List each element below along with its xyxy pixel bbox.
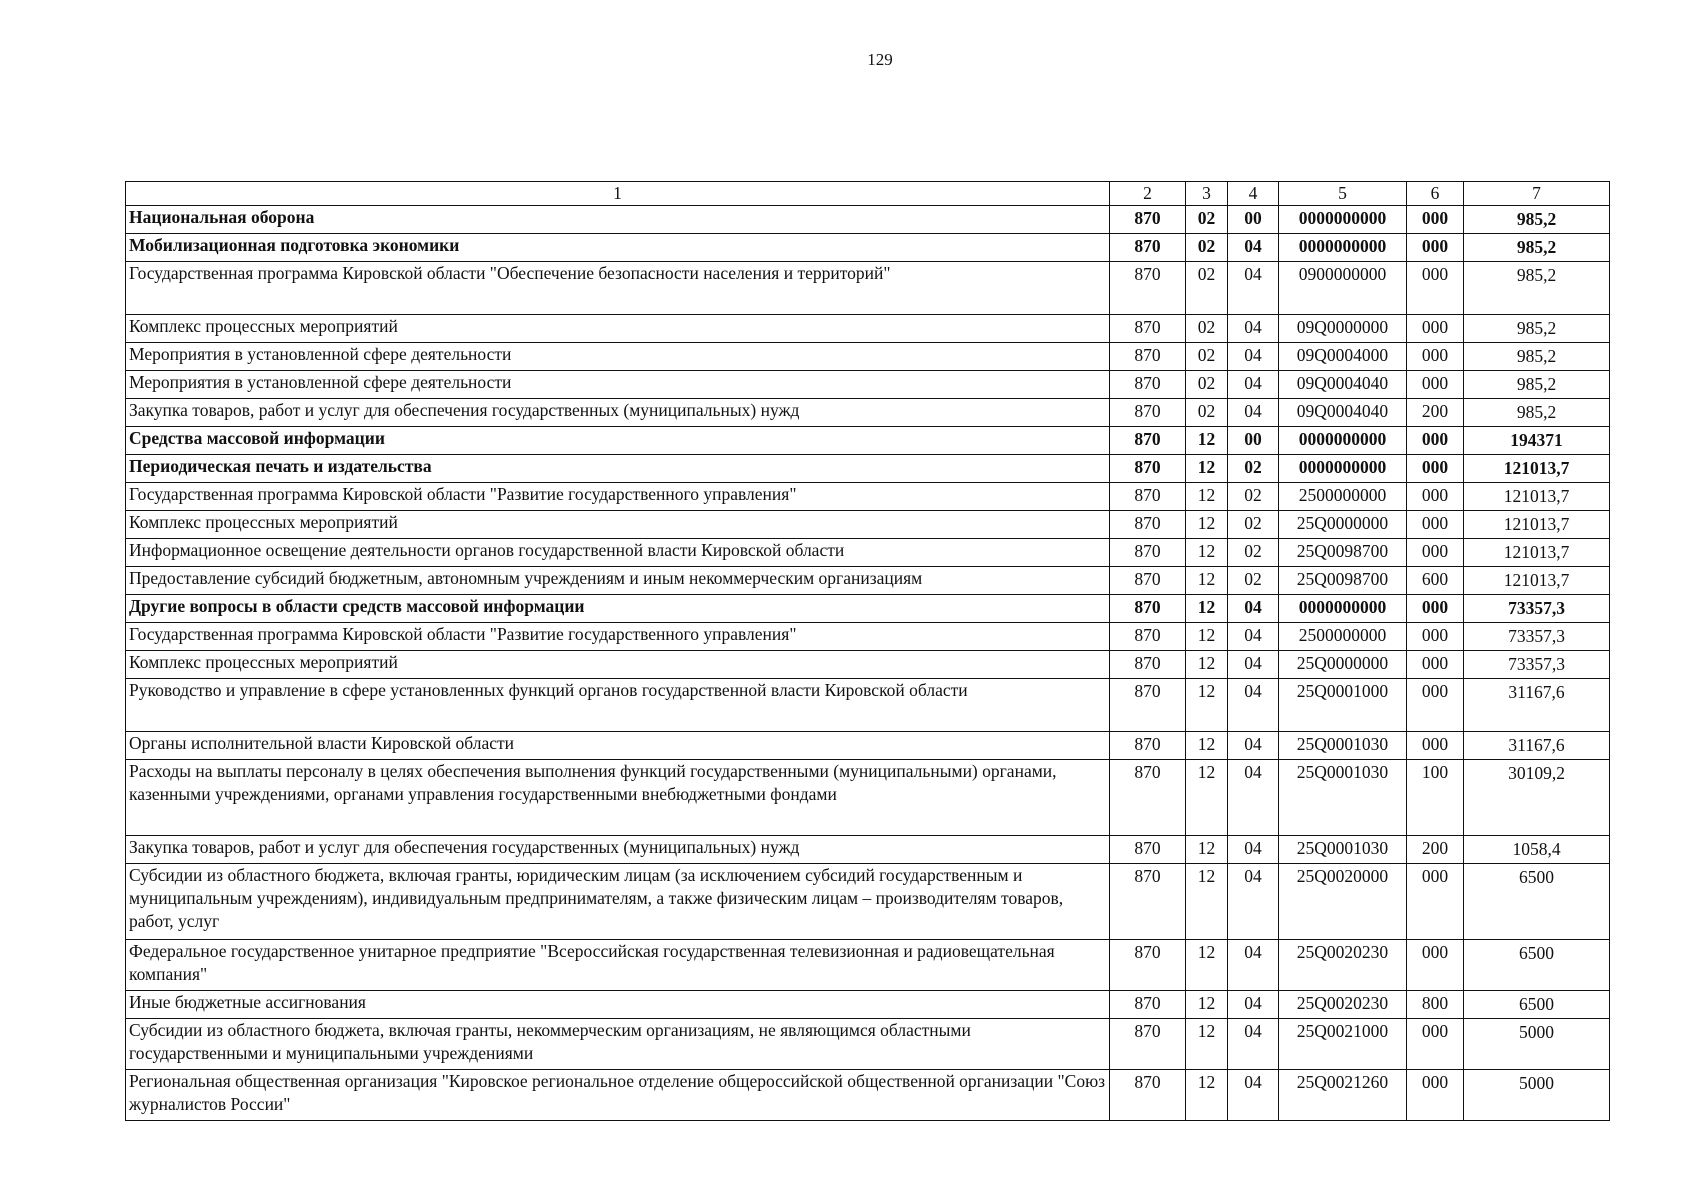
row-col2-cell: 870 [1110, 760, 1186, 836]
row-col4-cell: 04 [1228, 732, 1279, 760]
row-col2-cell: 870 [1110, 651, 1186, 679]
row-col3-cell: 12 [1186, 455, 1228, 483]
table-row [126, 836, 1610, 864]
row-name-cell: Национальная оборона [126, 206, 1110, 234]
row-col6-cell: 200 [1407, 836, 1464, 864]
row-col3-cell: 12 [1186, 595, 1228, 623]
row-name-cell: Информационное освещение деятельности органов государственной власти Кировской области [126, 539, 1110, 567]
row-col2-cell: 870 [1110, 732, 1186, 760]
table-body [126, 206, 1610, 1121]
row-col4-cell: 04 [1228, 343, 1279, 371]
row-col2-cell: 870 [1110, 595, 1186, 623]
row-amount-cell: 121013,7 [1464, 511, 1610, 539]
row-amount-cell: 31167,6 [1464, 679, 1610, 732]
row-col3-cell: 12 [1186, 940, 1228, 991]
row-col3-cell: 12 [1186, 623, 1228, 651]
row-amount-cell: 121013,7 [1464, 483, 1610, 511]
row-col5-cell: 25Q0020230 [1279, 940, 1407, 991]
row-col2-cell: 870 [1110, 836, 1186, 864]
row-col2-cell: 870 [1110, 1070, 1186, 1121]
row-col6-cell: 000 [1407, 1019, 1464, 1070]
row-col2-cell: 870 [1110, 262, 1186, 315]
row-col4-cell: 02 [1228, 539, 1279, 567]
row-col6-cell: 000 [1407, 343, 1464, 371]
row-col4-cell: 04 [1228, 836, 1279, 864]
row-col3-cell: 12 [1186, 760, 1228, 836]
row-col5-cell: 25Q0001030 [1279, 836, 1407, 864]
row-amount-cell: 985,2 [1464, 399, 1610, 427]
row-col5-cell: 09Q0004040 [1279, 371, 1407, 399]
row-name-cell: Мероприятия в установленной сфере деятельности [126, 371, 1110, 399]
row-col3-cell: 12 [1186, 511, 1228, 539]
table-row [126, 567, 1610, 595]
row-col3-cell: 02 [1186, 206, 1228, 234]
table-row [126, 732, 1610, 760]
row-col2-cell: 870 [1110, 864, 1186, 940]
row-amount-cell: 5000 [1464, 1019, 1610, 1070]
row-col6-cell: 000 [1407, 679, 1464, 732]
table-row [126, 427, 1610, 455]
row-amount-cell: 985,2 [1464, 234, 1610, 262]
row-col5-cell: 25Q0020230 [1279, 991, 1407, 1019]
row-col6-cell: 000 [1407, 483, 1464, 511]
row-col2-cell: 870 [1110, 455, 1186, 483]
row-amount-cell: 1058,4 [1464, 836, 1610, 864]
row-amount-cell: 985,2 [1464, 371, 1610, 399]
row-col4-cell: 04 [1228, 760, 1279, 836]
table-row [126, 991, 1610, 1019]
row-col5-cell: 25Q0020000 [1279, 864, 1407, 940]
row-col3-cell: 02 [1186, 343, 1228, 371]
row-amount-cell: 194371 [1464, 427, 1610, 455]
table-row [126, 1019, 1610, 1070]
row-name-cell: Закупка товаров, работ и услуг для обеспечения государственных (муниципальных) нужд [126, 836, 1110, 864]
row-amount-cell: 6500 [1464, 991, 1610, 1019]
row-amount-cell: 73357,3 [1464, 595, 1610, 623]
row-col6-cell: 100 [1407, 760, 1464, 836]
row-col5-cell: 25Q0021260 [1279, 1070, 1407, 1121]
row-amount-cell: 121013,7 [1464, 455, 1610, 483]
row-col4-cell: 04 [1228, 399, 1279, 427]
row-col2-cell: 870 [1110, 371, 1186, 399]
row-col3-cell: 12 [1186, 1019, 1228, 1070]
row-col2-cell: 870 [1110, 206, 1186, 234]
row-col4-cell: 02 [1228, 455, 1279, 483]
column-header-6: 6 [1407, 182, 1464, 206]
row-name-cell: Органы исполнительной власти Кировской области [126, 732, 1110, 760]
row-col5-cell: 0900000000 [1279, 262, 1407, 315]
row-col6-cell: 000 [1407, 206, 1464, 234]
row-name-cell: Мобилизационная подготовка экономики [126, 234, 1110, 262]
row-col5-cell: 25Q0001000 [1279, 679, 1407, 732]
row-col6-cell: 000 [1407, 511, 1464, 539]
row-col4-cell: 04 [1228, 262, 1279, 315]
table-row [126, 455, 1610, 483]
page-number: 129 [867, 50, 893, 69]
row-col4-cell: 04 [1228, 991, 1279, 1019]
table-row [126, 234, 1610, 262]
table-row [126, 595, 1610, 623]
row-amount-cell: 985,2 [1464, 206, 1610, 234]
row-col5-cell: 25Q0001030 [1279, 732, 1407, 760]
row-col3-cell: 12 [1186, 991, 1228, 1019]
row-name-cell: Мероприятия в установленной сфере деятельности [126, 343, 1110, 371]
row-col4-cell: 04 [1228, 651, 1279, 679]
row-col3-cell: 12 [1186, 836, 1228, 864]
row-name-cell: Государственная программа Кировской области "Развитие государственного управления" [126, 623, 1110, 651]
table-row [126, 206, 1610, 234]
row-col3-cell: 12 [1186, 427, 1228, 455]
row-col5-cell: 0000000000 [1279, 595, 1407, 623]
row-amount-cell: 985,2 [1464, 262, 1610, 315]
row-name-cell: Закупка товаров, работ и услуг для обеспечения государственных (муниципальных) нужд [126, 399, 1110, 427]
row-col3-cell: 12 [1186, 483, 1228, 511]
row-amount-cell: 73357,3 [1464, 651, 1610, 679]
row-col5-cell: 25Q0098700 [1279, 539, 1407, 567]
row-name-cell: Комплекс процессных мероприятий [126, 651, 1110, 679]
row-amount-cell: 985,2 [1464, 315, 1610, 343]
row-col2-cell: 870 [1110, 427, 1186, 455]
row-col2-cell: 870 [1110, 511, 1186, 539]
row-col2-cell: 870 [1110, 399, 1186, 427]
table-row [126, 940, 1610, 991]
row-col3-cell: 12 [1186, 539, 1228, 567]
table-header-row [126, 182, 1610, 206]
row-amount-cell: 985,2 [1464, 343, 1610, 371]
row-name-cell: Средства массовой информации [126, 427, 1110, 455]
row-amount-cell: 30109,2 [1464, 760, 1610, 836]
row-name-cell: Федеральное государственное унитарное предприятие "Всероссийская государственная телевизионная и радиовещательная компания" [126, 940, 1110, 991]
row-col4-cell: 04 [1228, 623, 1279, 651]
row-col3-cell: 12 [1186, 679, 1228, 732]
table-row [126, 483, 1610, 511]
row-name-cell: Субсидии из областного бюджета, включая гранты, некоммерческим организациям, не являющимся областными государственными и муниципальными учреждениями [126, 1019, 1110, 1070]
row-col3-cell: 02 [1186, 234, 1228, 262]
table-row [126, 679, 1610, 732]
row-col4-cell: 04 [1228, 1019, 1279, 1070]
row-col4-cell: 02 [1228, 567, 1279, 595]
row-col3-cell: 12 [1186, 567, 1228, 595]
row-name-cell: Предоставление субсидий бюджетным, автономным учреждениям и иным некоммерческим организациям [126, 567, 1110, 595]
row-col2-cell: 870 [1110, 1019, 1186, 1070]
column-header-7: 7 [1464, 182, 1610, 206]
row-col5-cell: 2500000000 [1279, 483, 1407, 511]
row-col6-cell: 000 [1407, 315, 1464, 343]
table-row [126, 399, 1610, 427]
row-col6-cell: 000 [1407, 940, 1464, 991]
row-col3-cell: 02 [1186, 371, 1228, 399]
row-col6-cell: 000 [1407, 539, 1464, 567]
row-col2-cell: 870 [1110, 539, 1186, 567]
table-row [126, 623, 1610, 651]
row-col5-cell: 0000000000 [1279, 234, 1407, 262]
row-col4-cell: 04 [1228, 1070, 1279, 1121]
row-col3-cell: 12 [1186, 732, 1228, 760]
row-col4-cell: 04 [1228, 864, 1279, 940]
row-col6-cell: 200 [1407, 399, 1464, 427]
table-row [126, 760, 1610, 836]
row-col2-cell: 870 [1110, 679, 1186, 732]
row-name-cell: Руководство и управление в сфере установленных функций органов государственной власти Кировской области [126, 679, 1110, 732]
row-name-cell: Расходы на выплаты персоналу в целях обеспечения выполнения функций государственными (муниципальными) органами, казенными учреждениями, органами управления государственными внебюджетными фондами [126, 760, 1110, 836]
row-col5-cell: 25Q0000000 [1279, 651, 1407, 679]
row-col6-cell: 000 [1407, 651, 1464, 679]
row-col4-cell: 04 [1228, 595, 1279, 623]
row-col3-cell: 12 [1186, 864, 1228, 940]
table-row [126, 371, 1610, 399]
row-col2-cell: 870 [1110, 343, 1186, 371]
row-col6-cell: 600 [1407, 567, 1464, 595]
column-header-4: 4 [1228, 182, 1279, 206]
row-col5-cell: 09Q0000000 [1279, 315, 1407, 343]
row-col2-cell: 870 [1110, 623, 1186, 651]
row-col5-cell: 09Q0004040 [1279, 399, 1407, 427]
column-header-3: 3 [1186, 182, 1228, 206]
row-col5-cell: 09Q0004000 [1279, 343, 1407, 371]
row-col5-cell: 25Q0021000 [1279, 1019, 1407, 1070]
row-name-cell: Государственная программа Кировской области "Развитие государственного управления" [126, 483, 1110, 511]
row-name-cell: Региональная общественная организация "Кировское региональное отделение общероссийской общественной организации "Союз журналистов России" [126, 1070, 1110, 1121]
row-col6-cell: 000 [1407, 595, 1464, 623]
row-amount-cell: 5000 [1464, 1070, 1610, 1121]
row-col2-cell: 870 [1110, 483, 1186, 511]
row-col5-cell: 2500000000 [1279, 623, 1407, 651]
row-col3-cell: 12 [1186, 1070, 1228, 1121]
table-row [126, 262, 1610, 315]
row-col5-cell: 25Q0098700 [1279, 567, 1407, 595]
row-col2-cell: 870 [1110, 991, 1186, 1019]
row-name-cell: Комплекс процессных мероприятий [126, 315, 1110, 343]
row-col5-cell: 0000000000 [1279, 206, 1407, 234]
budget-table [125, 181, 1610, 1121]
row-name-cell: Другие вопросы в области средств массовой информации [126, 595, 1110, 623]
row-amount-cell: 121013,7 [1464, 567, 1610, 595]
row-col2-cell: 870 [1110, 940, 1186, 991]
row-col2-cell: 870 [1110, 315, 1186, 343]
row-col4-cell: 00 [1228, 206, 1279, 234]
row-col4-cell: 04 [1228, 940, 1279, 991]
row-amount-cell: 31167,6 [1464, 732, 1610, 760]
table-row [126, 1070, 1610, 1121]
column-header-5: 5 [1279, 182, 1407, 206]
row-amount-cell: 6500 [1464, 864, 1610, 940]
row-col3-cell: 02 [1186, 315, 1228, 343]
column-header-1: 1 [126, 182, 1110, 206]
row-amount-cell: 6500 [1464, 940, 1610, 991]
row-name-cell: Субсидии из областного бюджета, включая гранты, юридическим лицам (за исключением субсидий государственным и муниципальным учреждениям), индивидуальным предпринимателям, а также физическим лицам – производителям товаров, работ, услуг [126, 864, 1110, 940]
row-col5-cell: 0000000000 [1279, 427, 1407, 455]
row-col6-cell: 000 [1407, 732, 1464, 760]
row-col4-cell: 00 [1228, 427, 1279, 455]
row-col6-cell: 000 [1407, 623, 1464, 651]
row-col4-cell: 04 [1228, 234, 1279, 262]
row-col6-cell: 000 [1407, 455, 1464, 483]
row-col6-cell: 000 [1407, 371, 1464, 399]
row-col2-cell: 870 [1110, 234, 1186, 262]
row-col6-cell: 000 [1407, 864, 1464, 940]
row-col5-cell: 25Q0001030 [1279, 760, 1407, 836]
row-amount-cell: 121013,7 [1464, 539, 1610, 567]
row-col2-cell: 870 [1110, 567, 1186, 595]
table-row [126, 539, 1610, 567]
row-name-cell: Иные бюджетные ассигнования [126, 991, 1110, 1019]
table-row [126, 315, 1610, 343]
row-name-cell: Периодическая печать и издательства [126, 455, 1110, 483]
row-col4-cell: 04 [1228, 315, 1279, 343]
row-name-cell: Комплекс процессных мероприятий [126, 511, 1110, 539]
row-col4-cell: 04 [1228, 371, 1279, 399]
row-col3-cell: 12 [1186, 651, 1228, 679]
row-name-cell: Государственная программа Кировской области "Обеспечение безопасности населения и территорий" [126, 262, 1110, 315]
row-col3-cell: 02 [1186, 262, 1228, 315]
row-col5-cell: 25Q0000000 [1279, 511, 1407, 539]
row-col6-cell: 000 [1407, 262, 1464, 315]
row-col5-cell: 0000000000 [1279, 455, 1407, 483]
row-col3-cell: 02 [1186, 399, 1228, 427]
row-col6-cell: 000 [1407, 427, 1464, 455]
row-col6-cell: 000 [1407, 1070, 1464, 1121]
table-row [126, 511, 1610, 539]
table-row [126, 343, 1610, 371]
table-row [126, 864, 1610, 940]
row-col4-cell: 02 [1228, 511, 1279, 539]
row-col4-cell: 04 [1228, 679, 1279, 732]
row-col6-cell: 800 [1407, 991, 1464, 1019]
row-col6-cell: 000 [1407, 234, 1464, 262]
column-header-2: 2 [1110, 182, 1186, 206]
row-amount-cell: 73357,3 [1464, 623, 1610, 651]
table-row [126, 651, 1610, 679]
row-col4-cell: 02 [1228, 483, 1279, 511]
